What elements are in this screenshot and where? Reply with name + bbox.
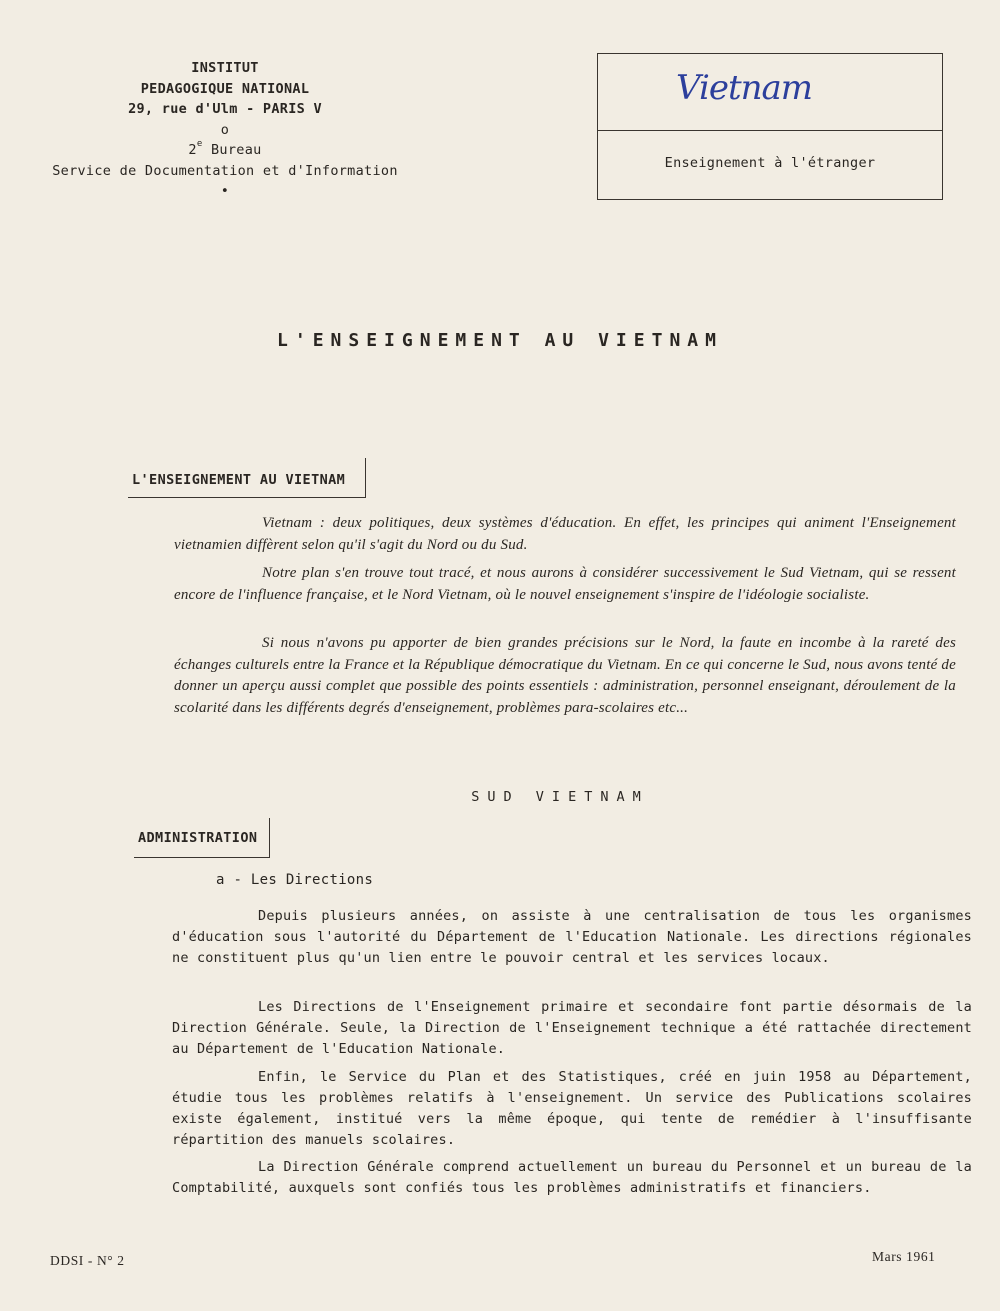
body-paragraph-2-text: Les Directions de l'Enseignement primaire et secondaire font partie désormais de la Direction Générale. Seule, la Direction de l'Enseignement technique a été rattachée directement au Département de l'Education Nationale. xyxy=(172,999,972,1057)
intro-paragraph-1-text: Vietnam : deux politiques, deux systèmes d'éducation. En effet, les principes qui animent l'Enseignement vietnamien diffèrent selon qu'il s'agit du Nord ou du Sud. xyxy=(174,515,956,553)
sub-heading: SUD VIETNAM xyxy=(471,789,649,805)
body-paragraph-2 xyxy=(172,997,972,1060)
institution-header xyxy=(30,58,420,202)
header-separator-2: • xyxy=(220,183,230,199)
directions-heading: a - Les Directions xyxy=(216,872,374,888)
bureau-number: 2 xyxy=(188,142,197,158)
body-paragraph-3-text: Enfin, le Service du Plan et des Statistiques, créé en juin 1958 au Département, étudie tous les problèmes relatifs à l'enseignement. Un service des Publications scolaires existe également, institué vers la même époque, qui tente de remédier à l'insuffisante répartition des manuels scolaires. xyxy=(172,1069,972,1148)
reference-box xyxy=(597,53,943,200)
service-line: Service de Documentation et d'Information xyxy=(52,162,398,179)
body-paragraph-1-text: Depuis plusieurs années, on assiste à une centralisation de tous les organismes d'éducation sous l'autorité du Département de l'Education Nationale. Les directions régionales ne constituent plus qu'un lien entre le pouvoir central et les services locaux. xyxy=(172,908,972,966)
handwritten-annotation: Vietnam xyxy=(676,68,813,108)
administration-heading: ADMINISTRATION xyxy=(134,818,270,858)
footer-document-number: DDSI - N° 2 xyxy=(50,1253,125,1268)
intro-paragraph-2 xyxy=(174,563,956,606)
intro-paragraph-3-text: Si nous n'avons pu apporter de bien grandes précisions sur le Nord, la faute en incombe à la rareté des échanges culturels entre la France et la République démocratique du Vietnam. En ce qui concerne le Sud, nous avons tenté de donner un aperçu aussi complet que possible des points essentiels : administration, personnel enseignant, déroulement de la scolarité dans les différents degrés d'enseignement, problèmes para-scolaires etc... xyxy=(174,635,956,716)
intro-paragraph-2-text: Notre plan s'en trouve tout tracé, et nous aurons à considérer successivement le Sud Vietnam, qui se ressent encore de l'influence française, et le Nord Vietnam, où le nouvel enseignement s'inspire de l'idéologie socialiste. xyxy=(174,565,956,603)
bureau-line xyxy=(30,140,420,161)
intro-paragraph-1 xyxy=(174,513,956,556)
institute-line-1: INSTITUT xyxy=(191,60,259,76)
intro-paragraph-3 xyxy=(174,633,956,719)
section-heading: L'ENSEIGNEMENT AU VIETNAM xyxy=(128,458,366,498)
box-caption: Enseignement à l'étranger xyxy=(664,155,876,171)
header-separator-1: o xyxy=(220,121,230,138)
bureau-sup: e xyxy=(196,139,203,149)
body-paragraph-4 xyxy=(172,1157,972,1199)
footer-date: Mars 1961 xyxy=(872,1249,936,1264)
body-paragraph-3 xyxy=(172,1067,972,1151)
bureau-word: Bureau xyxy=(211,142,262,158)
body-paragraph-4-text: La Direction Générale comprend actuellement un bureau du Personnel et un bureau de la Comptabilité, auxquels sont confiés tous les problèmes administratifs et financiers. xyxy=(172,1159,972,1196)
body-paragraph-1 xyxy=(172,906,972,969)
institute-address: 29, rue d'Ulm - PARIS V xyxy=(128,101,322,117)
box-divider xyxy=(598,130,942,131)
institute-line-2: PEDAGOGIQUE NATIONAL xyxy=(140,80,310,97)
document-title: L'ENSEIGNEMENT AU VIETNAM xyxy=(277,330,723,351)
